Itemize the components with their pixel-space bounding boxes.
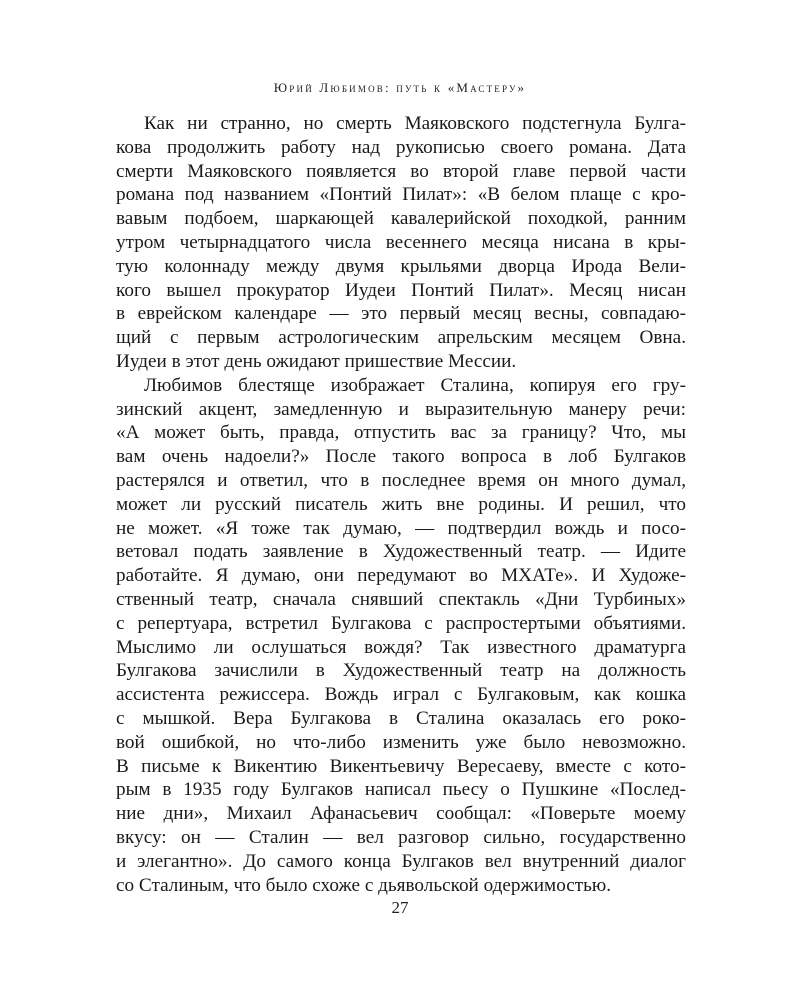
text-line: не может. «Я тоже так думаю, — подтвердил вождь и посо- bbox=[116, 517, 686, 539]
text-line: ние дни», Михаил Афанасьевич сообщал: «Поверьте моему bbox=[116, 803, 686, 825]
text-line: щий с первым астрологическим апрельским месяцем Овна. bbox=[116, 327, 686, 349]
text-line: с мышкой. Вера Булгакова в Сталина оказалась его роко- bbox=[116, 707, 686, 729]
text-line: ветовал подать заявление в Художественный театр. — Идите bbox=[116, 541, 686, 563]
text-line: Иудеи в этот день ожидают пришествие Мессии. bbox=[116, 350, 517, 372]
text-line: с репертуара, встретил Булгакова с распростертыми объятиями. bbox=[116, 612, 686, 634]
running-header: Юрий Любимов: путь к «Мастеру» bbox=[273, 80, 527, 95]
text-line: тую колоннаду между двумя крыльями дворца Ирода Вели- bbox=[116, 255, 686, 277]
text-line: может ли русский писатель жить вне родины. И решил, что bbox=[116, 493, 686, 515]
text-line: вавым подбоем, шаркающей кавалерийской походкой, ранним bbox=[116, 208, 686, 230]
text-line: вам очень надоели?» После такого вопроса в лоб Булгаков bbox=[116, 446, 686, 468]
text-line: растерялся и ответил, что в последнее время он много думал, bbox=[116, 469, 686, 491]
text-line: и элегантно». До самого конца Булгаков вел внутренний диалог bbox=[116, 850, 686, 872]
text-line: смерти Маяковского появляется во второй главе первой части bbox=[116, 160, 686, 182]
text-line: ственный театр, сначала снявший спектакль «Дни Турбиных» bbox=[116, 588, 686, 610]
text-line: ассистента режиссера. Вождь играл с Булгаковым, как кошка bbox=[116, 684, 686, 706]
text-line: «А может быть, правда, отпустить вас за границу? Что, мы bbox=[116, 422, 686, 444]
text-line: вкусу: он — Сталин — вел разговор сильно, государственно bbox=[116, 826, 686, 848]
text-line: романа под названием «Понтий Пилат»: «В белом плаще с кро- bbox=[116, 184, 686, 206]
text-line: со Сталиным, что было схоже с дьявольской одержимостью. bbox=[116, 874, 612, 896]
text-line: Как ни странно, но смерть Маяковского подстегнула Булга- bbox=[144, 113, 686, 134]
text-line: В письме к Викентию Викентьевичу Вересаеву, вместе с кото- bbox=[116, 755, 686, 777]
body-text bbox=[116, 112, 686, 897]
text-line: Любимов блестяще изображает Сталина, копируя его гру- bbox=[144, 374, 686, 396]
text-line: утром четырнадцатого числа весеннего месяца нисана в кры- bbox=[116, 231, 686, 253]
text-line: рым в 1935 году Булгаков написал пьесу о Пушкине «Послед- bbox=[116, 779, 686, 801]
text-line: работайте. Я думаю, они передумают во МХАТе». И Художе- bbox=[116, 565, 686, 587]
text-line: зинский акцент, замедленную и выразительную манеру речи: bbox=[116, 398, 686, 420]
text-line: Мыслимо ли ослушаться вождя? Так известного драматурга bbox=[116, 636, 686, 658]
text-line: кова продолжить работу над рукописью своего романа. Дата bbox=[116, 136, 686, 158]
text-line: Булгакова зачислили в Художественный театр на должность bbox=[116, 660, 686, 682]
text-line: в еврейском календаре — это первый месяц весны, совпадаю- bbox=[116, 303, 686, 325]
text-line: кого вышел прокуратор Иудеи Понтий Пилат». Месяц нисан bbox=[116, 279, 686, 301]
page-number: 27 bbox=[391, 898, 409, 917]
text-line: вой ошибкой, но что-либо изменить уже было невозможно. bbox=[116, 731, 686, 753]
